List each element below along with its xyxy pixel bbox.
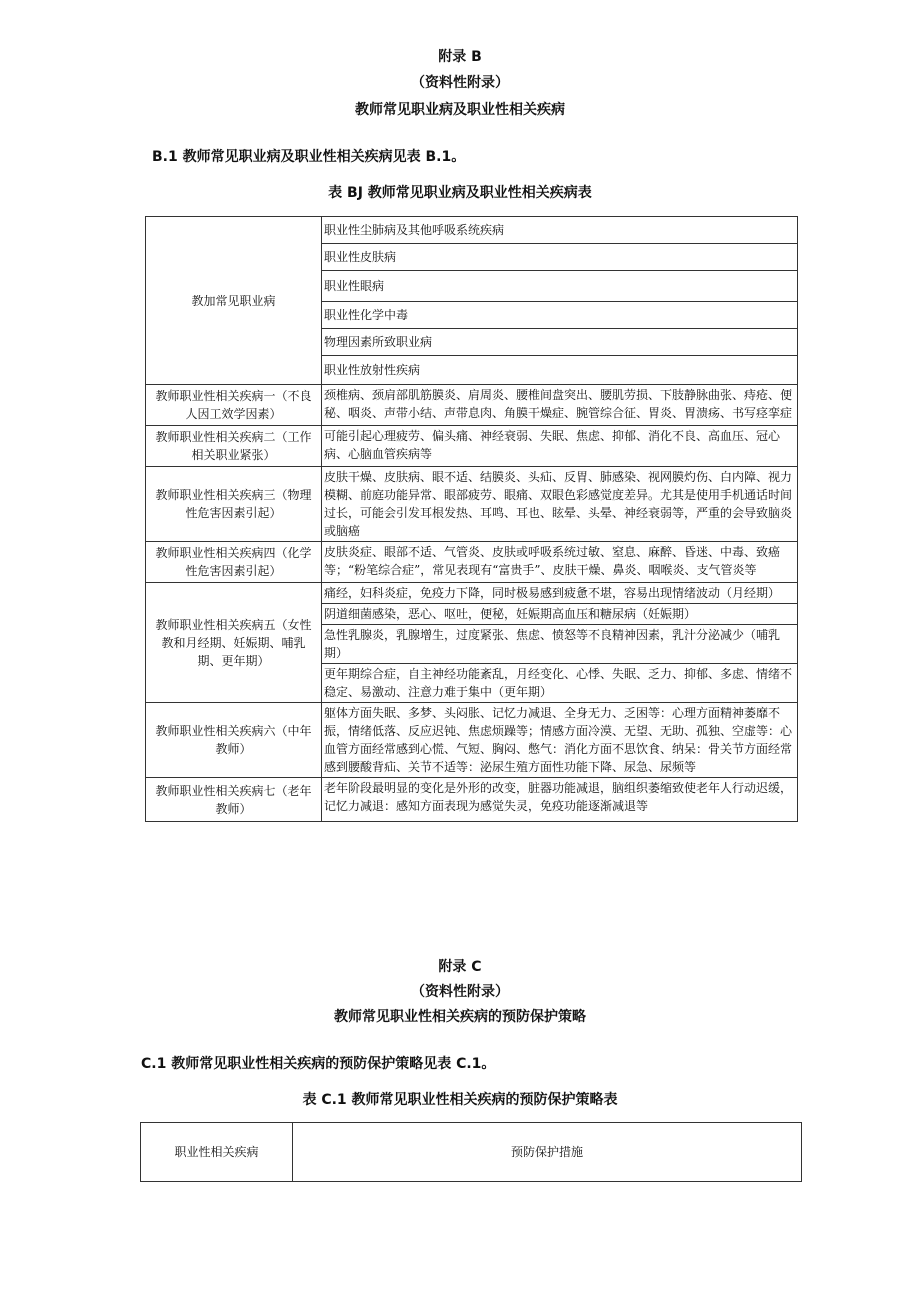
item-cell: 急性乳腺炎，乳腺增生，过度紧张、焦虑、愤怒等不良精神因素，乳汁分泌减少（哺乳期） <box>322 625 798 664</box>
table-row <box>146 426 798 467</box>
table-row <box>146 583 798 604</box>
appendix-b-paragraph: B.1 教师常见职业病及职业性相关疾病见表 B.1。 <box>152 149 466 165</box>
appendix-c-title: 附录 C <box>438 959 482 975</box>
table-header-row <box>141 1123 802 1182</box>
item-cell: 物理因素所致职业病 <box>322 329 798 356</box>
item-cell: 职业性化学中毒 <box>322 302 798 329</box>
item-cell: 职业性放射性疾病 <box>322 356 798 385</box>
appendix-c-subtitle: （资料性附录） <box>411 984 509 1000</box>
category-cell: 教师职业性相关疾病三（物理性危害因素引起） <box>146 467 322 542</box>
item-cell: 皮肤干燥、皮肤病、眼不适、结膜炎、头疝、反胃、肺感染、视网膜灼伤、白内障、视力模糊、前庭功能异常、眼部疲劳、眼痛、双眼色彩感觉度差异。尤其是使用手机通话时间过长，可能会引发耳根发热、耳鸣、耳也、眩晕、头晕、神经衰弱等，严重的会导致脑炎或脑癌 <box>322 467 798 542</box>
category-cell: 教师职业性相关疾病七（老年教师） <box>146 778 322 822</box>
item-cell: 老年阶段最明显的变化是外形的改变，脏器功能减退，脑组织萎缩致使老年人行动迟缓，记忆力减退：感知方面表现为感觉失灵，免疫功能逐渐减退等 <box>322 778 798 822</box>
item-cell: 职业性尘肺病及其他呼吸系统疾病 <box>322 217 798 244</box>
item-cell: 更年期综合症，自主神经功能紊乱，月经变化、心悸、失眠、乏力、抑郁、多虑、情绪不稳定、易激动、注意力难于集中（更年期） <box>322 664 798 703</box>
item-cell: 颈椎病、颈肩部肌筋膜炎、肩周炎、腰椎间盘突出、腰肌劳损、下肢静脉曲张、痔疮、便秘、咽炎、声带小结、声带息肉、角膜干燥症、腕管综合征、胃炎、胃溃疡、书写痉挛症 <box>322 385 798 426</box>
item-cell: 躯体方面失眠、多梦、头闷胀、记忆力减退、全身无力、乏困等：心理方面精神萎靡不振，情绪低落、反应迟钝、焦虑烦躁等；情感方面冷漠、无望、无助、孤独、空虚等：心血管方面经常感到心慌、气短、胸闷、憋气：消化方面不思饮食、纳呆：骨关节方面经常感到腰酸背疝、关节不适等：泌尿生殖方面性功能下降、尿急、尿频等 <box>322 703 798 778</box>
table-row <box>146 778 798 822</box>
table-row <box>146 385 798 426</box>
category-cell: 教加常见职业病 <box>146 217 322 385</box>
table-row <box>146 703 798 778</box>
item-cell: 职业性眼病 <box>322 271 798 302</box>
category-cell: 教师职业性相关疾病五（女性教和月经期、妊娠期、哺乳期、更年期） <box>146 583 322 703</box>
appendix-c-heading: 教师常见职业性相关疾病的预防保护策略 <box>334 1009 586 1025</box>
appendix-b-heading: 教师常见职业病及职业性相关疾病 <box>355 102 565 118</box>
column-header: 预防保护措施 <box>293 1123 802 1182</box>
table-c-caption: 表 C.1 教师常见职业性相关疾病的预防保护策略表 <box>302 1092 618 1108</box>
category-cell: 教师职业性相关疾病二（工作相关职业紧张） <box>146 426 322 467</box>
appendix-c-paragraph: C.1 教师常见职业性相关疾病的预防保护策略见表 C.1。 <box>141 1056 496 1072</box>
item-cell: 可能引起心理疲劳、偏头痛、神经衰弱、失眠、焦虑、抑郁、消化不良、高血压、冠心病、心脑血管疾病等 <box>322 426 798 467</box>
item-cell: 职业性皮肤病 <box>322 244 798 271</box>
item-cell: 皮肤炎症、眼部不适、气管炎、皮肤或呼吸系统过敏、窒息、麻醉、昏迷、中毒、致癌等；“粉笔综合症”，常见表现有“富贵手”、皮肤干燥、鼻炎、咽喉炎、支气管炎等 <box>322 542 798 583</box>
category-cell: 教师职业性相关疾病一（不良人因工效学因素） <box>146 385 322 426</box>
appendix-b-title: 附录 B <box>438 49 482 65</box>
appendix-b-subtitle: （资料性附录） <box>411 75 509 91</box>
category-cell: 教师职业性相关疾病六（中年教师） <box>146 703 322 778</box>
category-cell: 教师职业性相关疾病四（化学性危害因素引起） <box>146 542 322 583</box>
item-cell: 痛经，妇科炎症，免疫力下降，同时极易感到疲惫不堪，容易出现情绪波动（月经期） <box>322 583 798 604</box>
item-cell: 阴道细菌感染，恶心、呕吐，便秘，妊娠期高血压和糖尿病（妊娠期） <box>322 604 798 625</box>
table-b-caption: 表 BJ 教师常见职业病及职业性相关疾病表 <box>328 185 592 201</box>
column-header: 职业性相关疾病 <box>141 1123 293 1182</box>
table-row <box>146 467 798 542</box>
table-row <box>146 542 798 583</box>
table-row <box>146 217 798 244</box>
table-b <box>145 216 798 822</box>
table-c <box>140 1122 802 1182</box>
